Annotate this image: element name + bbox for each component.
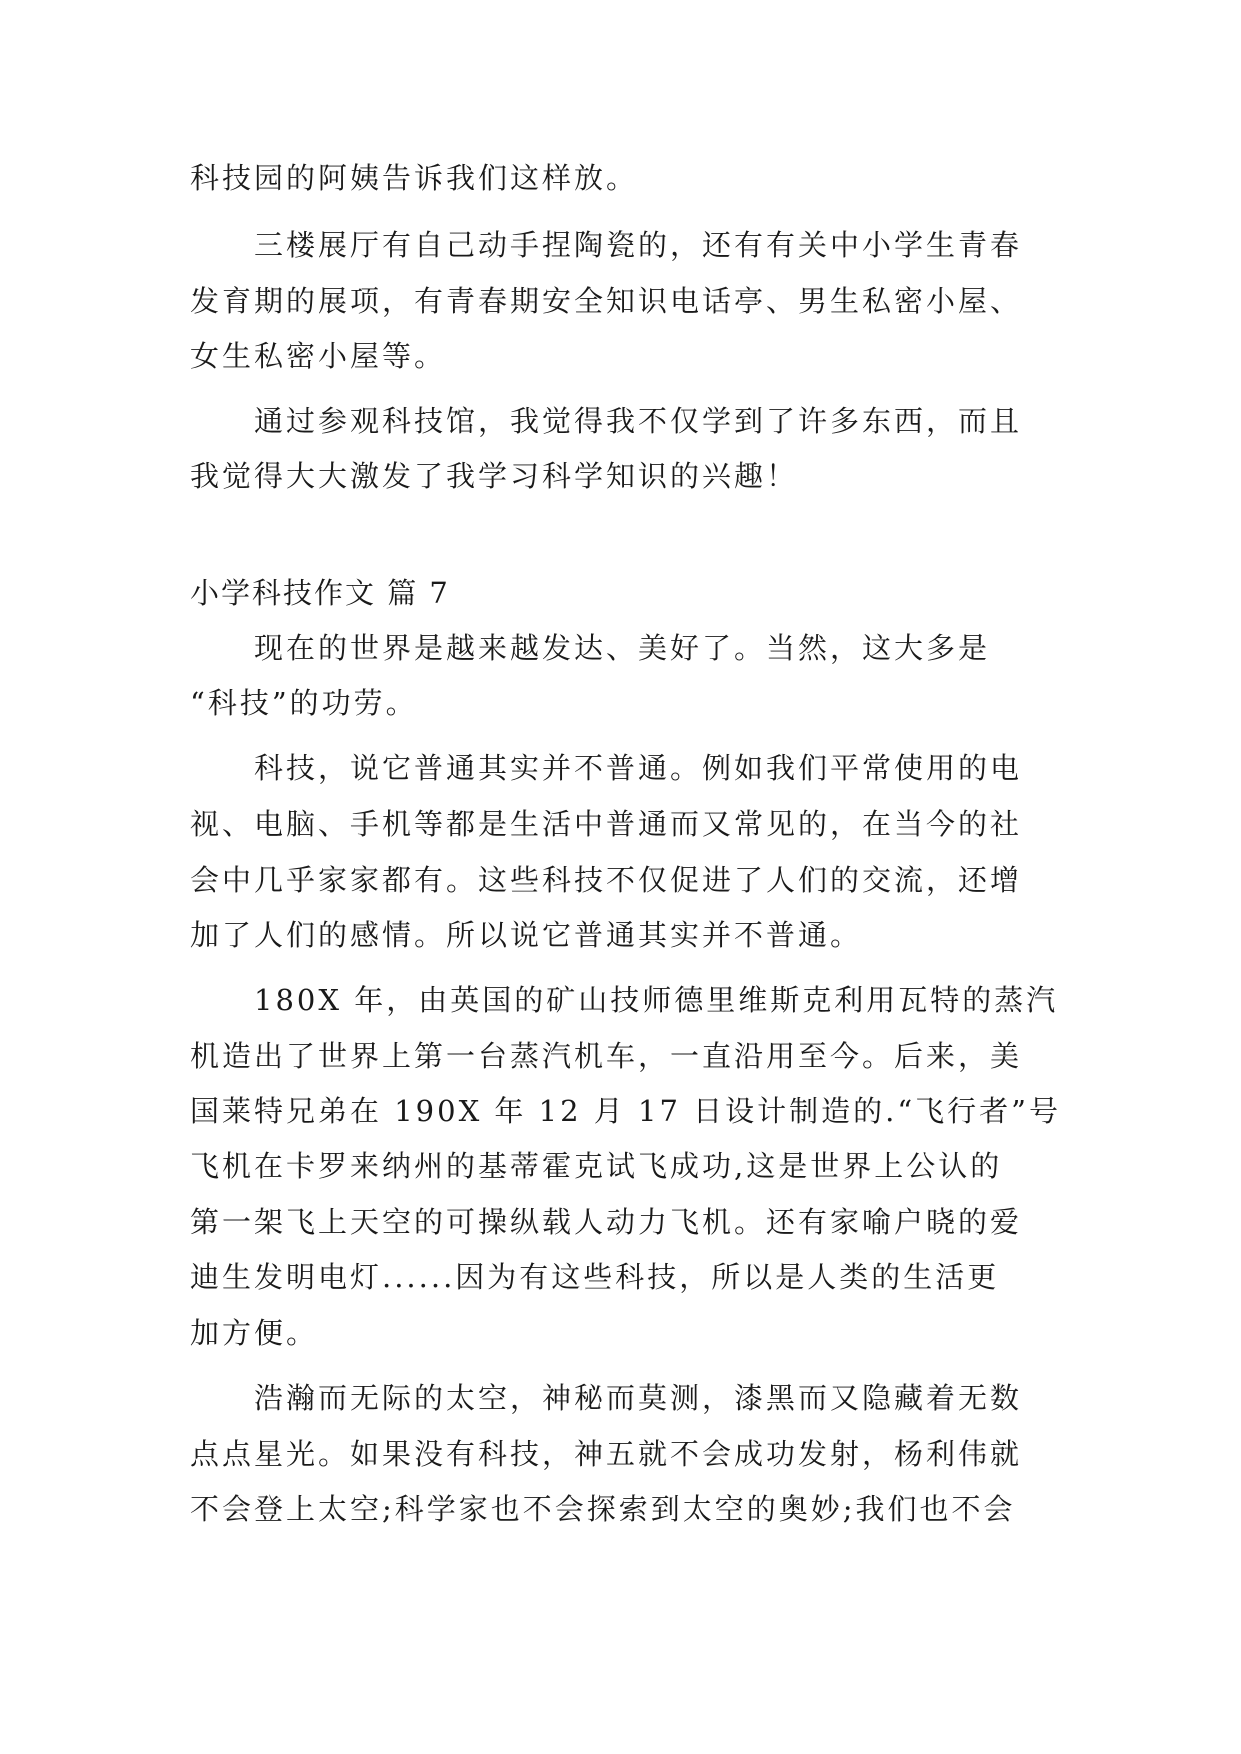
paragraph-line: 现在的世界是越来越发达、美好了。当然，这大多是 <box>254 631 991 665</box>
paragraph-line: 加方便。 <box>190 1316 319 1350</box>
paragraph-line: 国莱特兄弟在 190X 年 12 月 17 日设计制造的.“飞行者”号 <box>190 1094 1061 1128</box>
paragraph-line: 科技园的阿姨告诉我们这样放。 <box>190 161 639 195</box>
paragraph-line: 发育期的展项，有青春期安全知识电话亭、男生私密小屋、 <box>190 284 1023 318</box>
paragraph-line: 飞机在卡罗来纳州的基蒂霍克试飞成功,这是世界上公认的 <box>190 1149 1003 1183</box>
paragraph-line: 三楼展厅有自己动手捏陶瓷的，还有有关中小学生青春 <box>254 228 1023 262</box>
paragraph-line: 我觉得大大激发了我学习科学知识的兴趣！ <box>190 459 799 493</box>
paragraph-line: 通过参观科技馆，我觉得我不仅学到了许多东西，而且 <box>254 404 1023 438</box>
paragraph-line: 会中几乎家家都有。这些科技不仅促进了人们的交流，还增 <box>190 863 1023 897</box>
paragraph-line: 浩瀚而无际的太空，神秘而莫测，漆黑而又隐藏着无数 <box>254 1381 1023 1415</box>
paragraph-line: 加了人们的感情。所以说它普通其实并不普通。 <box>190 918 863 952</box>
paragraph-line: 第一架飞上天空的可操纵载人动力飞机。还有家喻户晓的爱 <box>190 1205 1023 1239</box>
paragraph-line: 科技，说它普通其实并不普通。例如我们平常使用的电 <box>254 751 1023 785</box>
paragraph-line: “科技”的功劳。 <box>190 686 418 720</box>
paragraph-line: 不会登上太空;科学家也不会探索到太空的奥妙;我们也不会 <box>190 1492 1016 1526</box>
paragraph-line: 180X 年，由英国的矿山技师德里维斯克利用瓦特的蒸汽 <box>254 983 1059 1017</box>
paragraph-line: 视、电脑、手机等都是生活中普通而又常见的，在当今的社 <box>190 807 1023 841</box>
paragraph-line: 点点星光。如果没有科技，神五就不会成功发射，杨利伟就 <box>190 1437 1023 1471</box>
section-heading: 小学科技作文 篇 7 <box>190 576 450 610</box>
paragraph-line: 迪生发明电灯......因为有这些科技，所以是人类的生活更 <box>190 1260 1000 1294</box>
paragraph-line: 女生私密小屋等。 <box>190 339 447 373</box>
paragraph-line: 机造出了世界上第一台蒸汽机车，一直沿用至今。后来，美 <box>190 1039 1023 1073</box>
